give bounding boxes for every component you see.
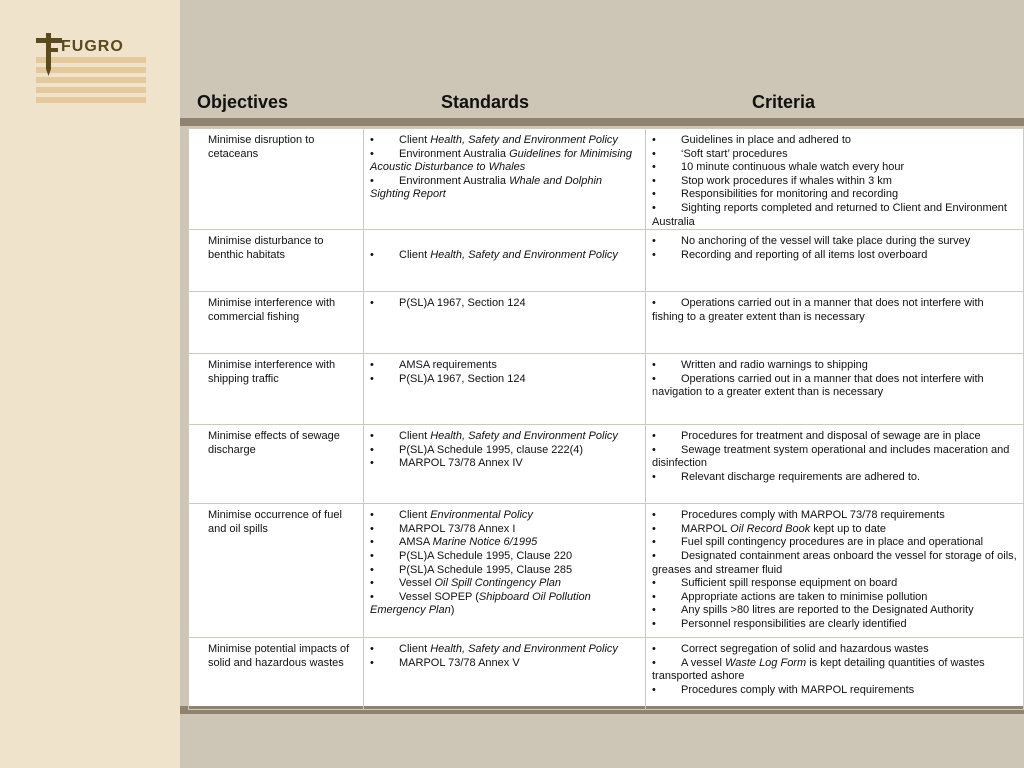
bullet-item [652,471,1017,485]
bullet-dot-icon: • [652,161,656,174]
bullet-dot-icon: • [652,297,656,310]
bullet-dot-icon: • [370,549,374,562]
bullet-text: Vessel [399,577,435,590]
objective-text: Minimise disturbance to benthic habitats [208,235,324,261]
bullet-text: kept up to date [810,522,887,535]
bullet-dot-icon: • [652,188,656,201]
bullet-dot-icon: • [370,457,374,470]
bullet-dot-icon: • [370,297,374,310]
objective-text: Minimise occurrence of fuel and oil spills [208,509,342,535]
bullet-item [652,536,1017,550]
bullet-text: Appropriate actions are taken to minimise pollution [681,590,928,603]
criteria-cell [646,292,1024,354]
standards-cell [364,504,646,638]
bullet-item [370,175,639,202]
bullet-item [652,550,1017,577]
standards-cell [364,230,646,292]
objective-cell [189,638,364,710]
bullet-text: Whale and Dolphin Sighting Report [370,174,603,201]
objective-cell [189,354,364,425]
bullet-dot-icon: • [370,430,374,443]
bullet-item [370,564,639,578]
bullet-text: Personnel responsibilities are clearly identified [681,617,907,630]
criteria-cell [646,230,1024,292]
bullet-item [370,444,639,458]
bullet-item [652,604,1017,618]
table-body [189,129,1024,710]
bullet-text: 10 minute continuous whale watch every hour [681,161,905,174]
bullet-dot-icon: • [652,549,656,562]
table-row [189,354,1024,425]
bullet-text: Guidelines for Minimising Acoustic Disturbance to Whales [370,147,632,174]
bullet-item [652,444,1017,471]
table-row [189,230,1024,292]
bullet-item [652,657,1017,684]
bullet-dot-icon: • [652,372,656,385]
bullet-dot-icon: • [652,147,656,160]
bullet-item [652,134,1017,148]
bullet-text: Sighting reports completed and returned to Client and Environment Australia [652,201,1007,228]
bullet-item [652,509,1017,523]
standards-cell [364,354,646,425]
criteria-cell [646,425,1024,504]
bullet-text: Environment Australia [399,174,510,187]
bullet-text: Sufficient spill response equipment on board [681,577,898,590]
bullet-dot-icon: • [652,430,656,443]
table-row [189,638,1024,710]
bullet-text: Relevant discharge requirements are adhered to. [681,470,921,483]
bullet-item [652,148,1017,162]
bullet-item [370,536,639,550]
bullet-text: is kept detailing quantities of wastes transported ashore [652,656,985,683]
bullet-text: ‘Soft start’ procedures [681,147,788,160]
table-row [189,425,1024,504]
bullet-dot-icon: • [652,683,656,696]
bullet-text: Client [399,249,431,262]
bullet-item [370,591,639,618]
objective-text: Minimise interference with commercial fishing [208,297,336,323]
top-band [180,118,1024,126]
bullet-text: Guidelines in place and adhered to [681,134,852,146]
bullet-dot-icon: • [370,590,374,603]
bullet-dot-icon: • [370,656,374,669]
column-headers [0,92,1024,116]
criteria-cell [646,129,1024,230]
bullet-text: P(SL)A 1967, Section 124 [399,372,526,385]
bullet-text: MARPOL [681,522,731,535]
objective-cell [189,425,364,504]
bullet-dot-icon: • [370,134,374,146]
objective-text: Minimise disruption to cetaceans [208,134,315,160]
bullet-text: Oil Record Book [730,522,811,535]
bullet-dot-icon: • [370,359,374,372]
bullet-item [370,148,639,175]
bullet-dot-icon: • [370,509,374,522]
bullet-item [652,618,1017,632]
bullet-text: Written and radio warnings to shipping [681,359,868,372]
objective-cell [189,230,364,292]
objective-cell [189,129,364,230]
bullet-dot-icon: • [652,656,656,669]
bullet-text: Client [399,643,431,656]
bullet-item [652,161,1017,175]
bullet-item [370,657,639,671]
header-criteria: Criteria [752,92,816,112]
bullet-dot-icon: • [370,147,374,160]
bullet-text: No anchoring of the vessel will take place during the survey [681,235,971,248]
header-objectives: Objectives [197,92,289,112]
bullet-dot-icon: • [652,577,656,590]
criteria-cell [646,638,1024,710]
criteria-cell [646,504,1024,638]
standards-cell [364,638,646,710]
bullet-item [370,577,639,591]
bullet-text: Designated containment areas onboard the vessel for storage of oils, greases and streamer fluid [652,549,1017,576]
bullet-text: Oil Spill Contingency Plan [434,577,562,590]
bullet-text: P(SL)A 1967, Section 124 [399,297,526,310]
bullet-item [370,457,639,471]
bullet-text: Sewage treatment system operational and includes maceration and disinfection [652,443,1010,470]
bullet-text: ) [450,604,455,617]
bullet-item [370,373,639,387]
bullet-item [370,523,639,537]
bullet-item [652,523,1017,537]
bullet-dot-icon: • [370,249,374,262]
bullet-dot-icon: • [652,590,656,603]
logo-text: FUGRO [61,38,124,55]
bullet-text: Operations carried out in a manner that does not interfere with navigation to a greater extent than is necessary [652,372,984,399]
bullet-text: Procedures comply with MARPOL requirements [681,683,915,696]
bullet-text: Client [399,134,431,146]
bullet-text: Health, Safety and Environment Policy [430,134,618,146]
bullet-item [652,188,1017,202]
bullet-dot-icon: • [652,201,656,214]
bullet-dot-icon: • [652,536,656,549]
criteria-cell [646,354,1024,425]
bullet-text: MARPOL 73/78 Annex I [399,522,516,535]
standards-cell [364,292,646,354]
objective-text: Minimise interference with shipping traffic [208,359,336,385]
bullet-text: AMSA requirements [399,359,497,372]
bullet-text: Stop work procedures if whales within 3 km [681,174,892,187]
bullet-text: P(SL)A Schedule 1995, Clause 220 [399,549,573,562]
bullet-dot-icon: • [652,643,656,656]
objective-text: Minimise potential impacts of solid and hazardous wastes [208,643,350,669]
bullet-dot-icon: • [652,359,656,372]
bullet-text: Health, Safety and Environment Policy [430,249,618,262]
standards-cell [364,425,646,504]
bullet-dot-icon: • [652,443,656,456]
bullet-dot-icon: • [370,536,374,549]
bullet-item [652,373,1017,400]
bullet-dot-icon: • [370,174,374,187]
bullet-text: MARPOL 73/78 Annex IV [399,457,523,470]
header-standards: Standards [441,92,530,112]
bullet-item [652,430,1017,444]
bullet-item [370,249,639,263]
bullet-dot-icon: • [652,509,656,522]
bullet-dot-icon: • [652,470,656,483]
bullet-text: Correct segregation of solid and hazardous wastes [681,643,929,656]
bullet-text: Environmental Policy [430,509,533,522]
standards-cell [364,129,646,230]
bullet-item [370,550,639,564]
table-row [189,129,1024,230]
bullet-text: Marine Notice 6/1995 [432,536,538,549]
bullet-item [370,134,639,148]
bullet-text: AMSA [399,536,433,549]
bullet-text: Client [399,509,431,522]
bullet-text: Shipboard Oil Pollution Emergency Plan [370,590,591,617]
bullet-dot-icon: • [652,604,656,617]
environment-table-container [188,128,1024,706]
bullet-item [652,359,1017,373]
bullet-item [370,430,639,444]
bullet-item [652,297,1017,324]
bullet-item [652,577,1017,591]
bullet-text: Procedures comply with MARPOL 73/78 requirements [681,509,945,522]
bullet-text: Environment Australia [399,147,510,160]
environment-table [188,128,1024,710]
bullet-text: Procedures for treatment and disposal of sewage are in place [681,430,981,443]
bullet-dot-icon: • [652,174,656,187]
bullet-dot-icon: • [652,617,656,630]
bullet-text: Health, Safety and Environment Policy [430,430,618,443]
bullet-text: Client [399,430,431,443]
bullet-text: P(SL)A Schedule 1995, clause 222(4) [399,443,584,456]
bullet-item [652,591,1017,605]
objective-cell [189,504,364,638]
bullet-dot-icon: • [652,235,656,248]
bullet-dot-icon: • [370,643,374,656]
bullet-item [652,249,1017,263]
bullet-item [652,684,1017,698]
bullet-item [370,359,639,373]
bullet-dot-icon: • [370,443,374,456]
bullet-item [370,509,639,523]
bullet-item [652,202,1017,229]
bullet-text: Operations carried out in a manner that does not interfere with fishing to a greater extent than is necessary [652,297,984,323]
bullet-item [652,235,1017,249]
bullet-item [370,297,639,311]
objective-cell [189,292,364,354]
bullet-dot-icon: • [652,248,656,261]
bullet-text: A vessel [681,656,726,669]
bullet-text: Any spills >80 litres are reported to the Designated Authority [681,604,974,617]
table-row [189,292,1024,354]
bullet-text: Responsibilities for monitoring and recording [681,188,899,201]
bullet-dot-icon: • [652,522,656,535]
bullet-dot-icon: • [370,372,374,385]
bullet-text: Vessel SOPEP ( [399,590,479,603]
bullet-text: Recording and reporting of all items lost overboard [681,248,928,261]
bullet-text: MARPOL 73/78 Annex V [399,656,520,669]
bullet-dot-icon: • [370,563,374,576]
bullet-item [652,175,1017,189]
bullet-item [370,643,639,657]
bullet-dot-icon: • [652,134,656,146]
bullet-dot-icon: • [370,522,374,535]
bullet-text: Health, Safety and Environment Policy [430,643,618,656]
table-row [189,504,1024,638]
bullet-item [652,643,1017,657]
objective-text: Minimise effects of sewage discharge [208,430,340,456]
bullet-dot-icon: • [370,577,374,590]
bullet-text: P(SL)A Schedule 1995, Clause 285 [399,563,573,576]
bullet-text: Waste Log Form [725,656,807,669]
bullet-text: Fuel spill contingency procedures are in place and operational [681,536,984,549]
